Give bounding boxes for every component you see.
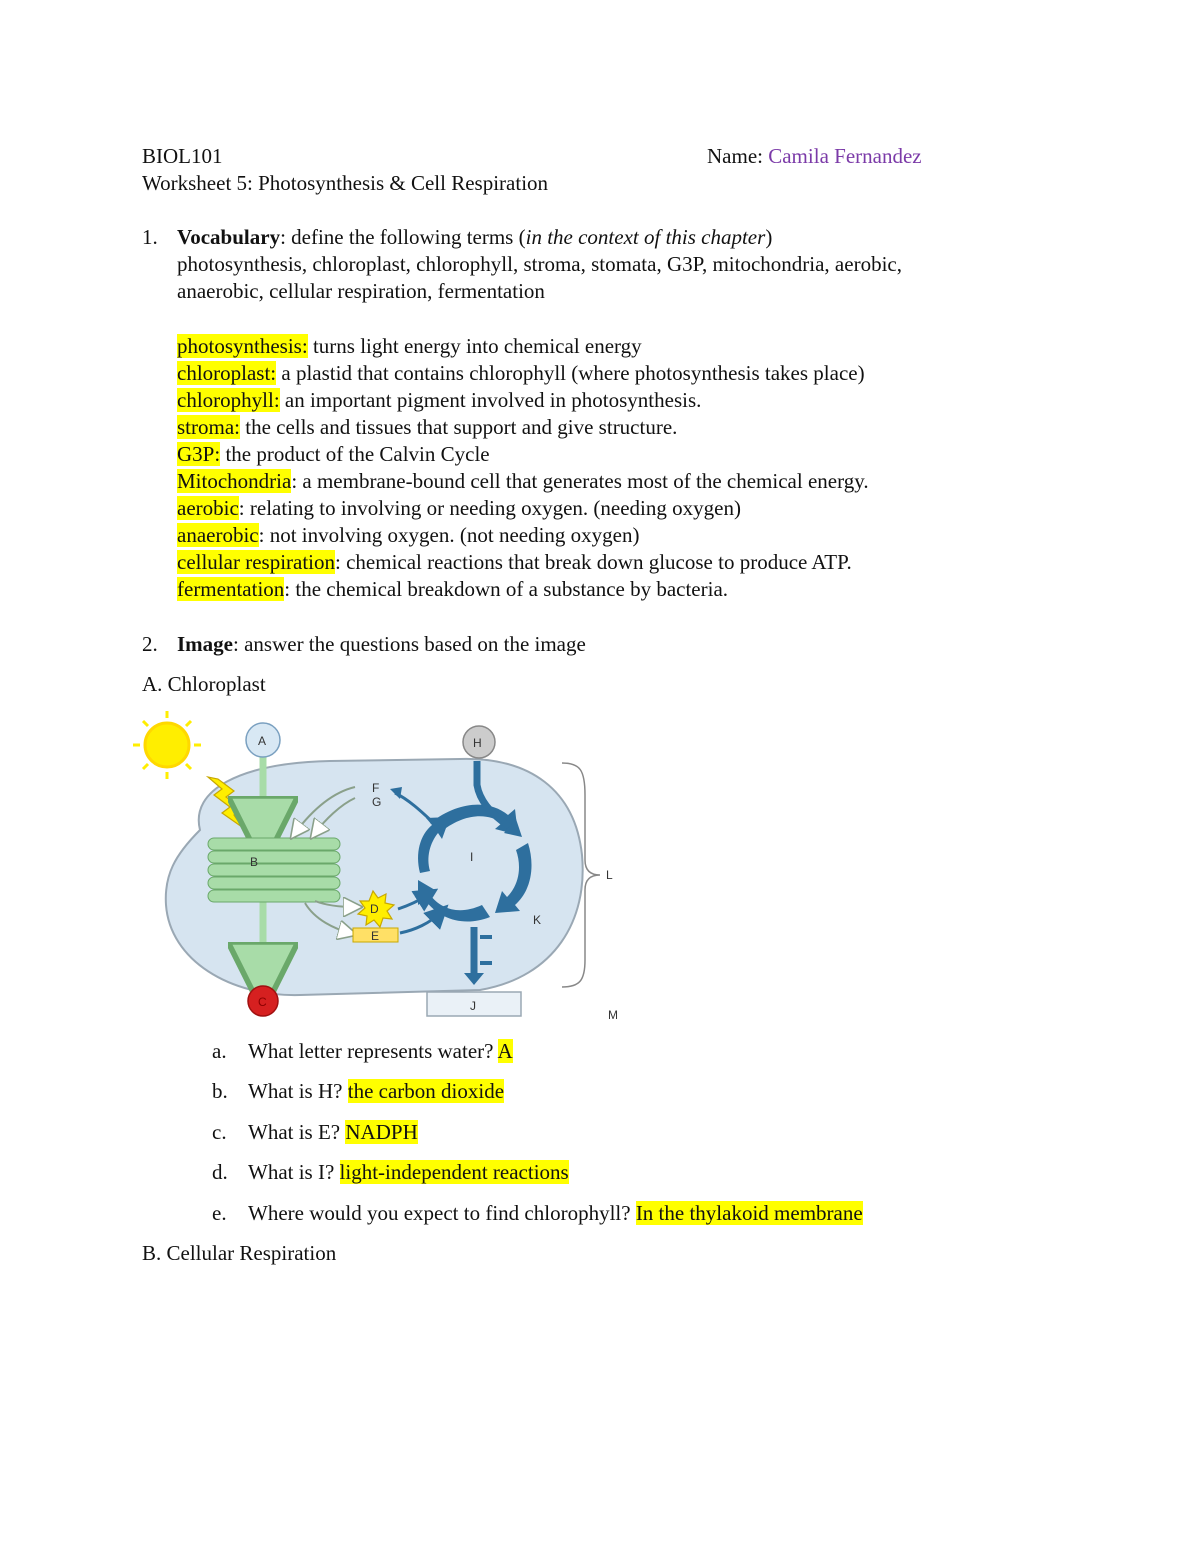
definition-text: an important pigment involved in photosynthesis. (279, 388, 702, 412)
definition-term: aerobic (177, 496, 239, 520)
definition-line (177, 387, 701, 414)
q1-prompt-close: ) (765, 225, 773, 249)
definition-line (177, 522, 640, 549)
q1-prompt-italic: in the context of this chapter (525, 225, 766, 249)
question-letter: d. (212, 1160, 228, 1184)
label-d: D (370, 902, 379, 916)
thylakoid-stack (208, 838, 340, 902)
definition-line (177, 333, 642, 360)
definition-text: the product of the Calvin Cycle (220, 442, 490, 466)
question-line (248, 1078, 504, 1105)
definition-line (177, 468, 869, 495)
definition-term: stroma: (177, 415, 240, 439)
name-label: Name: (707, 144, 763, 168)
question-letter: c. (212, 1120, 227, 1144)
sun-icon (133, 711, 201, 779)
definition-text: the cells and tissues that support and give structure. (240, 415, 678, 439)
label-m: M (608, 1008, 618, 1022)
chloroplast-diagram (130, 705, 650, 1025)
definition-text: a plastid that contains chlorophyll (where photosynthesis takes place) (276, 361, 865, 385)
question-line (248, 1038, 513, 1065)
definition-text: : the chemical breakdown of a substance by bacteria. (284, 577, 729, 601)
definition-term: Mitochondria (177, 469, 292, 493)
worksheet-title: Worksheet 5: Photosynthesis & Cell Respiration (142, 171, 549, 195)
q2-label: Image (177, 632, 233, 656)
section-a-heading: A. Chloroplast (142, 672, 266, 696)
q1-label: Vocabulary (177, 225, 281, 249)
student-name: Camila Fernandez (768, 144, 922, 168)
label-a: A (258, 734, 267, 748)
label-k: K (533, 913, 542, 927)
definition-text: : a membrane-bound cell that generates most of the chemical energy. (291, 469, 869, 493)
label-b: B (250, 855, 259, 869)
definition-line (177, 495, 741, 522)
section-b-heading: B. Cellular Respiration (142, 1241, 337, 1265)
question-line (248, 1159, 569, 1186)
definition-term: chloroplast: (177, 361, 277, 385)
definition-line (177, 360, 865, 387)
definition-term: fermentation (177, 577, 285, 601)
definition-line (177, 549, 852, 576)
q1-terms-line1: photosynthesis, chloroplast, chlorophyll, stroma, stomata, G3P, mitochondria, aerobic, (177, 252, 902, 276)
definition-text: turns light energy into chemical energy (307, 334, 642, 358)
question-letter: a. (212, 1039, 227, 1063)
definition-line (177, 441, 490, 468)
question-text: Where would you expect to find chlorophyll? (248, 1201, 631, 1225)
q2-prompt (177, 631, 586, 658)
definition-term: G3P: (177, 442, 221, 466)
answer-text: A (497, 1039, 513, 1063)
q2-prompt-text: : answer the questions based on the image (233, 632, 586, 656)
definition-text: : relating to involving or needing oxygen. (needing oxygen) (238, 496, 741, 520)
question-text: What letter represents water? (248, 1039, 494, 1063)
label-e: E (371, 929, 380, 943)
answer-text: the carbon dioxide (347, 1079, 505, 1103)
question-text: What is I? (248, 1160, 335, 1184)
answer-text: In the thylakoid membrane (635, 1201, 863, 1225)
q2-number: 2. (142, 632, 158, 656)
definition-term: photosynthesis: (177, 334, 308, 358)
label-f: F (372, 781, 380, 795)
definition-text: : chemical reactions that break down glucose to produce ATP. (335, 550, 852, 574)
label-c: C (258, 995, 267, 1009)
name-field (707, 143, 922, 170)
answer-text: NADPH (345, 1120, 418, 1144)
definition-line (177, 414, 677, 441)
label-j: J (470, 999, 476, 1013)
q1-prompt-text: : define the following terms ( (280, 225, 526, 249)
question-text: What is H? (248, 1079, 343, 1103)
definition-line (177, 576, 728, 603)
label-g: G (372, 795, 382, 809)
label-l: L (606, 868, 613, 882)
course-code: BIOL101 (142, 144, 223, 168)
q1-prompt (177, 224, 772, 251)
definition-term: cellular respiration (177, 550, 336, 574)
definition-term: chlorophyll: (177, 388, 280, 412)
answer-text: light-independent reactions (339, 1160, 569, 1184)
label-i: I (470, 850, 474, 864)
definition-term: anaerobic (177, 523, 259, 547)
label-h: H (473, 736, 482, 750)
question-letter: e. (212, 1201, 227, 1225)
definition-text: : not involving oxygen. (not needing oxygen) (258, 523, 640, 547)
question-letter: b. (212, 1079, 228, 1103)
question-line (248, 1200, 863, 1227)
question-line (248, 1119, 418, 1146)
question-text: What is E? (248, 1120, 341, 1144)
q1-number: 1. (142, 225, 158, 249)
q1-terms-line2: anaerobic, cellular respiration, fermentation (177, 279, 545, 303)
